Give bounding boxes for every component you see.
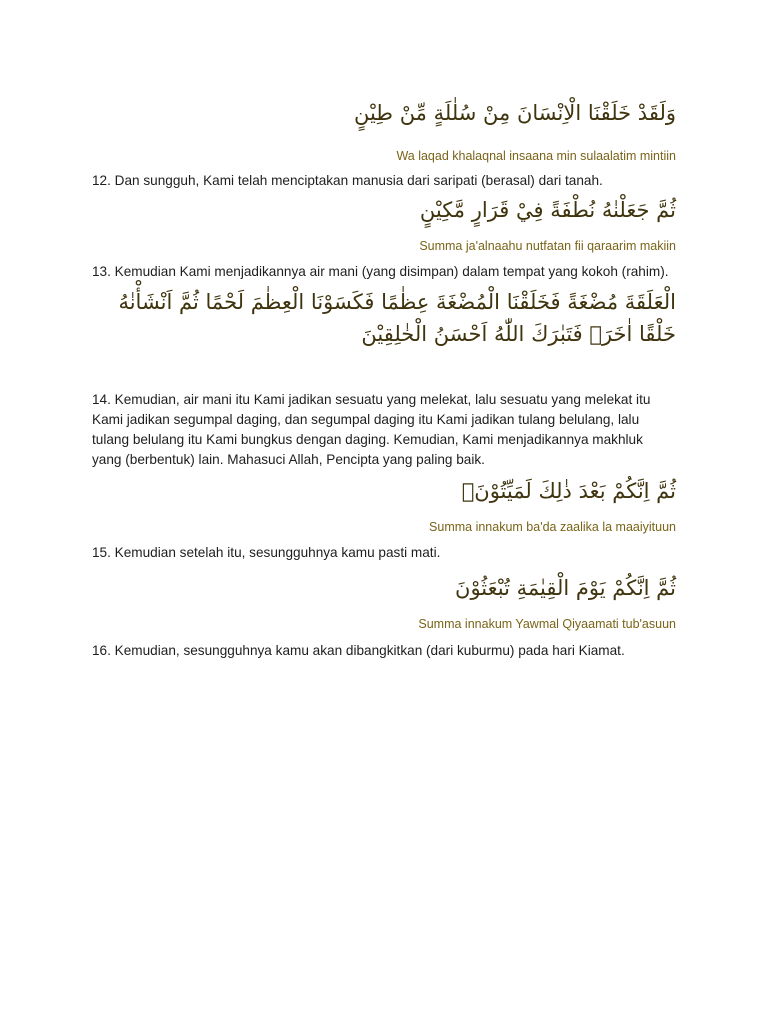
transliteration-text: Wa laqad khalaqnal insaana min sulaalatim mintiin <box>396 149 676 163</box>
translation-text: 15. Kemudian setelah itu, sesungguhnya kamu pasti mati. <box>92 545 441 560</box>
verse-block-16 <box>92 573 676 661</box>
verse-block-14 <box>92 286 676 470</box>
translation-text: 14. Kemudian, air mani itu Kami jadikan sesuatu yang melekat, lalu sesuatu yang melekat itu Kami jadikan segumpal daging, dan segumpal daging itu Kami jadikan tulang belulang, lalu tulang belulang itu Kami bungkus dengan daging. Kemudian, Kami menjadikannya makhluk yang (berbentuk) lain. Mahasuci Allah, Pencipta yang paling baik. <box>92 392 651 467</box>
arabic-verse-text: ثُمَّ جَعَلْنٰهُ نُطْفَةً فِيْ قَرَارٍ مَّكِيْنٍ <box>419 198 676 222</box>
arabic-verse-text: ثُمَّ اِنَّكُمْ يَوْمَ الْقِيٰمَةِ تُبْعَثُوْنَ <box>455 576 676 600</box>
arabic-verse-text: الْعَلَقَةَ مُضْغَةً فَخَلَقْنَا الْمُضْغَةَ عِظٰمًا فَكَسَوْنَا الْعِظٰمَ لَحْمًا ثُمَّ اَنْشَأْنٰهُ خَلْقًا اٰخَرَۗ فَتَبٰرَكَ اللّٰهُ اَحْسَنُ الْخٰلِقِيْنَ <box>118 290 676 346</box>
transliteration-text: Summa ja'alnaahu nutfatan fii qaraarim makiin <box>419 239 676 253</box>
translation-text: 12. Dan sungguh, Kami telah menciptakan manusia dari saripati (berasal) dari tanah. <box>92 173 603 188</box>
arabic-verse-text: وَلَقَدْ خَلَقْنَا الْاِنْسَانَ مِنْ سُلٰلَةٍ مِّنْ طِيْنٍ <box>353 101 676 125</box>
translation-text: 13. Kemudian Kami menjadikannya air mani (yang disimpan) dalam tempat yang kokoh (rahim). <box>92 264 669 279</box>
translation-text: 16. Kemudian, sesungguhnya kamu akan dibangkitkan (dari kuburmu) pada hari Kiamat. <box>92 643 625 658</box>
transliteration-text: Summa innakum ba'da zaalika la maaiyituun <box>429 520 676 534</box>
verse-block-12 <box>92 98 676 191</box>
document-page <box>92 98 676 661</box>
arabic-verse-text: ثُمَّ اِنَّكُمْ بَعْدَ ذٰلِكَ لَمَيِّتُوْنَۗ <box>461 479 676 503</box>
transliteration-text: Summa innakum Yawmal Qiyaamati tub'asuun <box>418 617 676 631</box>
verse-block-15 <box>92 476 676 563</box>
verse-block-13 <box>92 195 676 282</box>
